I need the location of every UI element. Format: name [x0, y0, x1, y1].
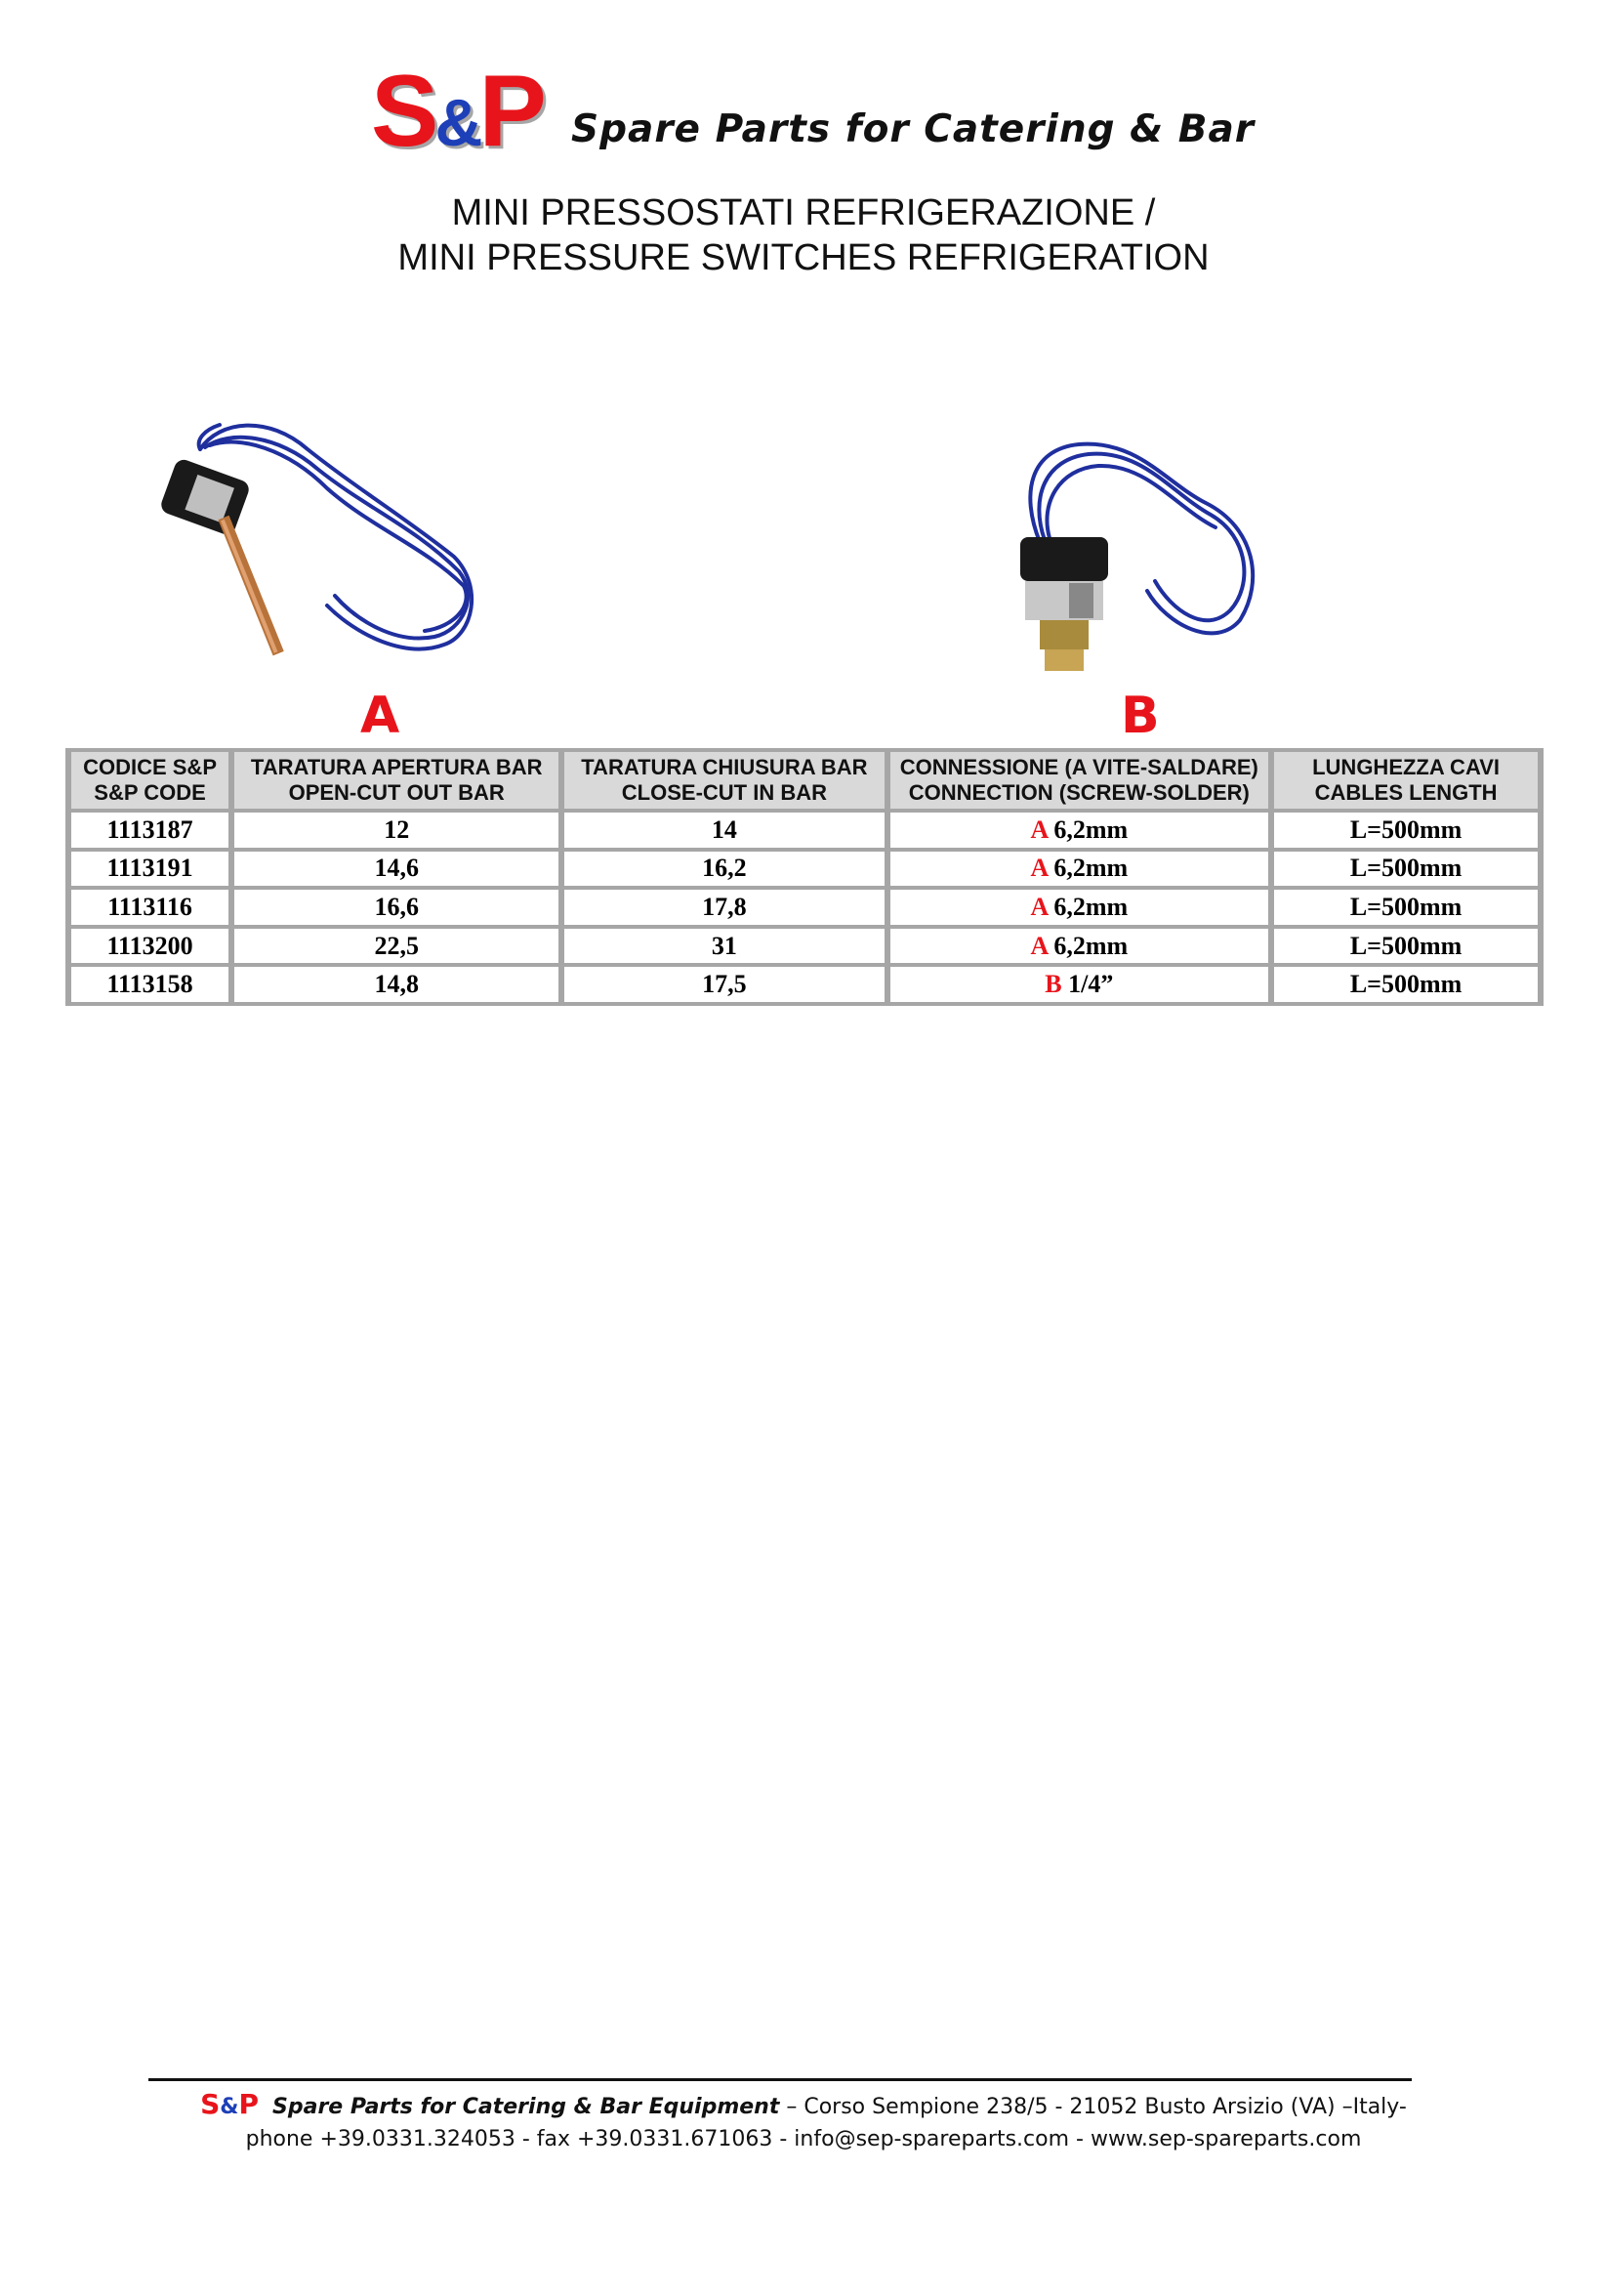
cell-open: 22,5	[234, 929, 558, 964]
cell-open: 12	[234, 813, 558, 848]
header-code-it: CODICE S&P	[83, 755, 217, 779]
header-length	[1274, 752, 1538, 809]
cell-open: 14,8	[234, 967, 558, 1002]
footer-divider	[148, 2078, 1412, 2081]
cell-close: 16,2	[564, 852, 884, 887]
connection-type: A	[1030, 931, 1048, 960]
footer-company-line	[0, 2088, 1607, 2120]
cell-code: 1113191	[71, 852, 228, 887]
cell-close: 14	[564, 813, 884, 848]
table-row	[71, 967, 1538, 1002]
cell-connection	[890, 967, 1269, 1002]
cell-length: L=500mm	[1274, 852, 1538, 887]
footer-logo	[200, 2088, 259, 2120]
header-close-it: TARATURA CHIUSURA BAR	[581, 755, 868, 779]
cell-close: 31	[564, 929, 884, 964]
footer-logo-amp: &	[220, 2095, 239, 2119]
header-open	[234, 752, 558, 809]
cell-length: L=500mm	[1274, 929, 1538, 964]
header-length-en: CABLES LENGTH	[1314, 780, 1498, 805]
table-header-row	[71, 752, 1538, 809]
connection-size: 6,2mm	[1053, 814, 1129, 844]
header-code-en: S&P CODE	[94, 780, 206, 805]
logo-ampersand: &	[434, 86, 479, 160]
header-code	[71, 752, 228, 809]
connection-size: 6,2mm	[1053, 854, 1129, 883]
cell-connection	[890, 813, 1269, 848]
cell-length: L=500mm	[1274, 813, 1538, 848]
specs-table-frame	[65, 748, 1544, 1006]
cell-length: L=500mm	[1274, 967, 1538, 1002]
footer-company-name: Spare Parts for Catering & Bar Equipment	[272, 2095, 780, 2119]
cell-open: 16,6	[234, 890, 558, 925]
connection-size: 6,2mm	[1053, 892, 1129, 921]
variant-label-b: B	[1121, 687, 1160, 745]
header-connection	[890, 752, 1269, 809]
cell-code: 1113116	[71, 890, 228, 925]
pressure-switch-a-icon	[161, 410, 488, 684]
footer-address: – Corso Sempione 238/5 - 21052 Busto Arsizio (VA) –Italy-	[786, 2095, 1407, 2119]
cell-close: 17,5	[564, 967, 884, 1002]
cell-code: 1113158	[71, 967, 228, 1002]
header-close	[564, 752, 884, 809]
cell-code: 1113200	[71, 929, 228, 964]
footer-logo-p: P	[238, 2088, 259, 2120]
connection-type: A	[1030, 814, 1048, 844]
pressure-switch-b-icon	[1001, 435, 1269, 684]
brand-tagline: Spare Parts for Catering & Bar	[571, 107, 1255, 151]
logo-letter-s: S	[371, 55, 435, 168]
header-length-it: LUNGHEZZA CAVI	[1312, 755, 1500, 779]
cell-open: 14,6	[234, 852, 558, 887]
page-title-italian: MINI PRESSOSTATI REFRIGERAZIONE /	[451, 192, 1156, 233]
connection-type: A	[1030, 892, 1048, 921]
cell-code: 1113187	[71, 813, 228, 848]
brand-logo	[371, 55, 543, 168]
header-connection-it: CONNESSIONE (A VITE-SALDARE)	[899, 755, 1258, 779]
variant-label-a: A	[360, 687, 400, 745]
footer-contacts: phone +39.0331.324053 - fax +39.0331.671063 - info@sep-spareparts.com - www.sep-spareparts.com	[245, 2127, 1362, 2151]
connection-type: B	[1045, 970, 1062, 999]
cell-connection	[890, 890, 1269, 925]
table-row	[71, 813, 1538, 848]
table-row	[71, 929, 1538, 964]
connection-size: 1/4”	[1068, 970, 1114, 999]
header-open-it: TARATURA APERTURA BAR	[250, 755, 543, 779]
logo-letter-p: P	[478, 55, 543, 168]
header-connection-en: CONNECTION (SCREW-SOLDER)	[908, 780, 1250, 805]
table-row	[71, 852, 1538, 887]
page-title-english: MINI PRESSURE SWITCHES REFRIGERATION	[397, 237, 1210, 278]
header-open-en: OPEN-CUT OUT BAR	[288, 780, 505, 805]
table-row	[71, 890, 1538, 925]
connection-size: 6,2mm	[1053, 931, 1129, 960]
footer-logo-s: S	[200, 2088, 221, 2120]
cell-close: 17,8	[564, 890, 884, 925]
cell-length: L=500mm	[1274, 890, 1538, 925]
cell-connection	[890, 852, 1269, 887]
specs-table	[65, 748, 1544, 1006]
connection-type: A	[1030, 854, 1048, 883]
cell-connection	[890, 929, 1269, 964]
header-close-en: CLOSE-CUT IN BAR	[621, 780, 828, 805]
